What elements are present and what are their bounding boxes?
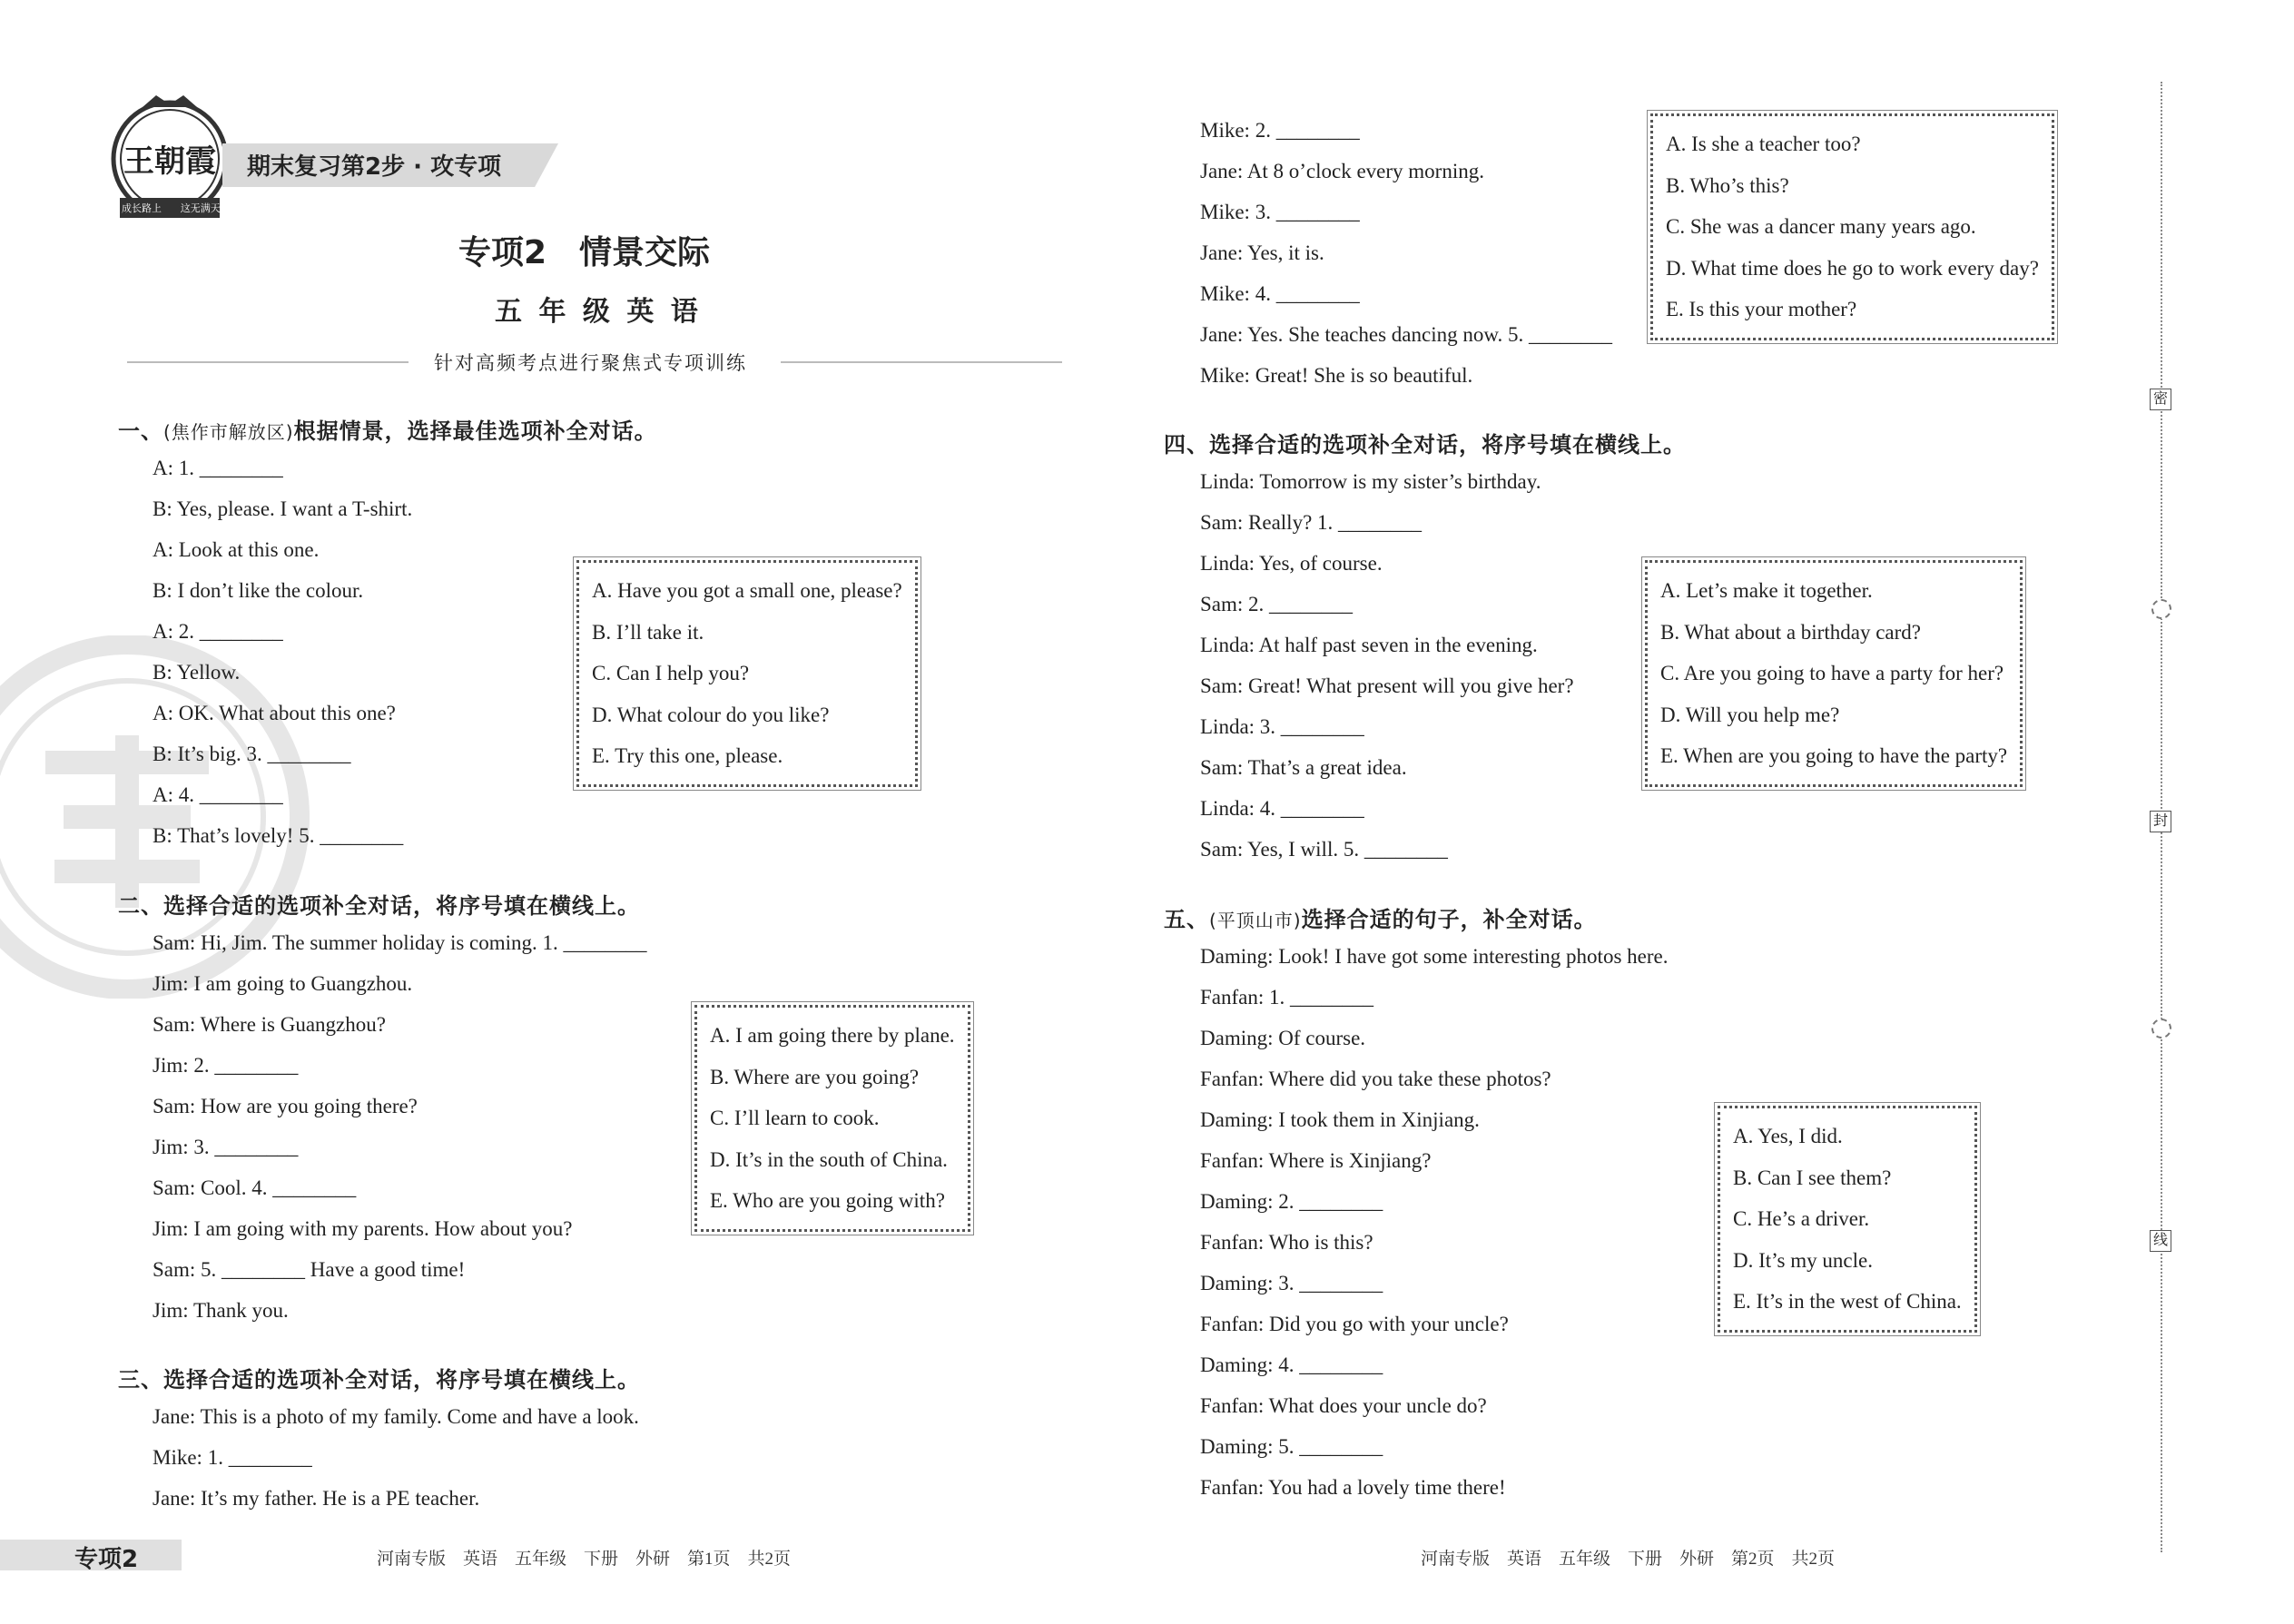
logo	[102, 91, 238, 227]
page-subtitle: 五 年 级 英 语	[495, 296, 702, 328]
dialogue-line: Linda: 3. ________	[1200, 715, 1364, 738]
dialogue-line: Linda: At half past seven in the evening.	[1200, 634, 1538, 656]
option: D. It’s my uncle.	[1733, 1248, 1873, 1272]
seal-label-mi: 密	[2150, 389, 2171, 410]
section-2-options-box	[694, 1005, 970, 1232]
seal-label-xian: 线	[2150, 1230, 2171, 1252]
section-4-options-box	[1645, 560, 2023, 787]
dialogue-line: A: Look at this one.	[153, 538, 320, 561]
dialogue-line: Sam: Cool. 4. ________	[153, 1176, 357, 1199]
option: A. Have you got a small one, please?	[592, 579, 902, 602]
dialogue-line: Jane: This is a photo of my family. Come and have a look.	[153, 1405, 639, 1428]
dialogue-line: Mike: 4. ________	[1200, 282, 1360, 305]
section-4-heading: 四、选择合适的选项补全对话，将序号填在横线上。	[1164, 432, 1686, 458]
option: C. She was a dancer many years ago.	[1666, 215, 1976, 238]
section-1-options-box	[576, 560, 918, 787]
dialogue-line: Mike: 3. ________	[1200, 201, 1360, 223]
dialogue-line: Sam: Really? 1. ________	[1200, 511, 1423, 534]
dialogue-line: A: 2. ________	[153, 620, 283, 643]
dialogue-line: Sam: How are you going there?	[153, 1095, 418, 1117]
dialogue-line: Daming: Of course.	[1200, 1027, 1366, 1049]
dialogue-line: Daming: I took them in Xinjiang.	[1200, 1108, 1480, 1131]
header-banner-text: 期末复习第2步 · 攻专项	[247, 153, 502, 181]
option: B. What about a birthday card?	[1660, 620, 1921, 644]
dialogue-line: Sam: Yes, I will. 5. ________	[1200, 838, 1448, 861]
dialogue-line: Fanfan: You had a lovely time there!	[1200, 1476, 1506, 1499]
dialogue-line: Fanfan: Where is Xinjiang?	[1200, 1149, 1432, 1172]
logo-name: 王朝霞	[123, 143, 216, 180]
dialogue-line: Daming: 3. ________	[1200, 1272, 1383, 1294]
dialogue-line: Linda: Tomorrow is my sister’s birthday.	[1200, 470, 1541, 493]
dialogue-line: B: Yellow.	[153, 661, 241, 684]
dialogue-line: Mike: Great! She is so beautiful.	[1200, 364, 1473, 387]
dialogue-line: Jane: It’s my father. He is a PE teacher.	[153, 1487, 480, 1510]
section-2-heading: 二、选择合适的选项补全对话，将序号填在横线上。	[118, 893, 640, 919]
section-3-options-box	[1650, 113, 2054, 340]
dialogue-line: B: I don’t like the colour.	[153, 579, 364, 602]
option: B. Where are you going?	[710, 1065, 920, 1088]
tagline: 针对高频考点进行聚焦式专项训练	[434, 352, 747, 374]
footer-tag: 专项2	[74, 1546, 139, 1573]
dialogue-line: Sam: That’s a great idea.	[1200, 756, 1407, 779]
dialogue-line: B: Yes, please. I want a T-shirt.	[153, 497, 413, 520]
dialogue-line: Daming: Look! I have got some interesting photos here.	[1200, 945, 1669, 968]
option: A. Yes, I did.	[1733, 1125, 1843, 1147]
dialogue-line: Sam: Where is Guangzhou?	[153, 1013, 386, 1036]
option: E. It’s in the west of China.	[1733, 1290, 1962, 1313]
dialogue-line: Daming: 2. ________	[1200, 1190, 1383, 1213]
option: B. Who’s this?	[1666, 173, 1789, 197]
option: B. Can I see them?	[1733, 1166, 1892, 1189]
option: A. I am going there by plane.	[710, 1024, 955, 1047]
dialogue-line: Jane: At 8 o’clock every morning.	[1200, 160, 1484, 182]
option: C. He’s a driver.	[1733, 1207, 1870, 1230]
dialogue-line: Fanfan: 1. ________	[1200, 986, 1374, 1009]
dialogue-line: Mike: 2. ________	[1200, 119, 1360, 142]
option: C. Are you going to have a party for her?	[1660, 662, 2004, 684]
dialogue-line: Daming: 4. ________	[1200, 1353, 1383, 1376]
dialogue-line: Fanfan: Where did you take these photos?	[1200, 1068, 1551, 1090]
option: A. Is she a teacher too?	[1666, 133, 1861, 155]
dialogue-line: Jim: I am going with my parents. How about you?	[153, 1217, 573, 1240]
section-5-options-box	[1718, 1106, 1977, 1333]
option: E. When are you going to have the party?	[1660, 744, 2008, 767]
tagline-rule-right	[781, 361, 1062, 363]
binding-hole-icon	[2151, 599, 2171, 619]
dialogue-line: Jim: Thank you.	[153, 1299, 289, 1322]
option: E. Is this your mother?	[1666, 298, 1857, 320]
option: C. Can I help you?	[592, 662, 750, 684]
tagline-rule-left	[127, 361, 409, 363]
section-1-heading: 一、(焦作市解放区)根据情景，选择最佳选项补全对话。	[118, 418, 657, 444]
dialogue-line: Daming: 5. ________	[1200, 1435, 1383, 1458]
dialogue-line: Linda: Yes, of course.	[1200, 552, 1383, 575]
option: D. It’s in the south of China.	[710, 1147, 948, 1171]
footer-right: 河南专版 英语 五年级 下册 外研 第2页 共2页	[1421, 1550, 1836, 1569]
dialogue-line: A: OK. What about this one?	[153, 702, 396, 724]
dialogue-line: Sam: Great! What present will you give her?	[1200, 674, 1574, 697]
dialogue-line: B: That’s lovely! 5. ________	[153, 824, 404, 847]
option: B. I’ll take it.	[592, 620, 704, 644]
option: D. What colour do you like?	[592, 703, 830, 726]
dialogue-line: Fanfan: What does your uncle do?	[1200, 1394, 1487, 1417]
option: C. I’ll learn to cook.	[710, 1107, 880, 1129]
dialogue-line: Jane: Yes. She teaches dancing now. 5. ________	[1200, 323, 1612, 346]
dialogue-line: Jane: Yes, it is.	[1200, 241, 1324, 264]
dialogue-line: Sam: 2. ________	[1200, 593, 1354, 615]
dialogue-line: Sam: Hi, Jim. The summer holiday is coming. 1. ________	[153, 931, 647, 954]
dialogue-line: Jim: I am going to Guangzhou.	[153, 972, 413, 995]
option: D. Will you help me?	[1660, 703, 1840, 726]
dialogue-line: Jim: 3. ________	[153, 1136, 299, 1158]
dialogue-line: Jim: 2. ________	[153, 1054, 299, 1077]
dialogue-line: Fanfan: Did you go with your uncle?	[1200, 1313, 1509, 1335]
dialogue-line: Sam: 5. ________ Have a good time!	[153, 1258, 466, 1281]
dialogue-line: Linda: 4. ________	[1200, 797, 1364, 820]
dialogue-line: A: 1. ________	[153, 457, 283, 479]
option: A. Let’s make it together.	[1660, 579, 1873, 602]
logo-ribbon-right: 这无满天	[180, 203, 221, 214]
dialogue-line: Mike: 1. ________	[153, 1446, 312, 1469]
footer-left: 河南专版 英语 五年级 下册 外研 第1页 共2页	[377, 1550, 792, 1569]
section-5-heading: 五、(平顶山市)选择合适的句子，补全对话。	[1164, 907, 1597, 932]
section-3-heading: 三、选择合适的选项补全对话，将序号填在横线上。	[118, 1367, 640, 1393]
seal-label-feng: 封	[2150, 811, 2171, 832]
dialogue-line: A: 4. ________	[153, 783, 283, 806]
logo-ribbon-left: 成长路上	[122, 203, 162, 214]
option: E. Try this one, please.	[592, 744, 783, 767]
option: E. Who are you going with?	[710, 1189, 945, 1212]
dialogue-line: B: It’s big. 3. ________	[153, 743, 351, 765]
dialogue-line: Fanfan: Who is this?	[1200, 1231, 1373, 1254]
page-title: 专项2 情景交际	[458, 234, 711, 271]
option: D. What time does he go to work every day?	[1666, 256, 2039, 280]
binding-hole-icon	[2151, 1019, 2171, 1038]
